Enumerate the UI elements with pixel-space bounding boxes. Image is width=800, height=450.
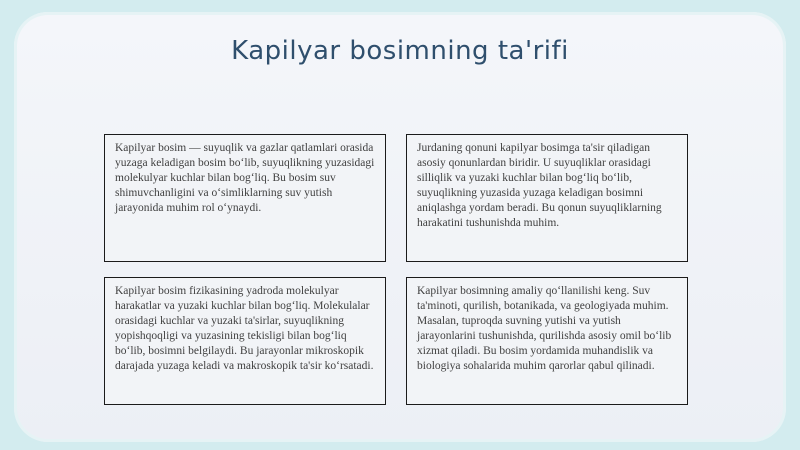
- page-title: Kapilyar bosimning ta'rifi: [231, 36, 569, 66]
- text-card-physics: Kapilyar bosim fizikasining yadroda molekulyar harakatlar va yuzaki kuchlar bilan bog‘liq. Molekulalar orasidagi kuchlar va yuzaki ta'sirlar, suyuqlikning yopishqoqligi va yuzasining tekisligi bilan bog‘liq bo‘lib, bosimni belgilaydi. Bu jarayonlar mikroskopik darajada yuzaga keladi va makroskopik ta'sir ko‘rsatadi.: [104, 277, 386, 405]
- text-card-definition: Kapilyar bosim — suyuqlik va gazlar qatlamlari orasida yuzaga keladigan bosim bo‘lib, suyuqlikning yuzasidagi molekulyar kuchlar bilan bog‘liq. Bu bosim suv shimuvchanligini va o‘simliklarning suv yutish jarayonida muhim rol o‘ynaydi.: [104, 134, 386, 262]
- text-card-law: Jurdaning qonuni kapilyar bosimga ta'sir qiladigan asosiy qonunlardan biridir. U suyuqliklar orasidagi silliqlik va yuzaki kuchlar bilan bog‘liq bo‘lib, suyuqlikning yuzasida yuzaga keladigan bosimni aniqlashga yordam beradi. Bu qonun suyuqliklarning harakatini tushunishda muhim.: [406, 134, 688, 262]
- text-card-applications: Kapilyar bosimning amaliy qo‘llanilishi keng. Suv ta'minoti, qurilish, botanikada, va geologiyada muhim. Masalan, tuproqda suvning yutishi va yutish jarayonlarini tushunishda, qurilishda asosiy omil bo‘lib xizmat qiladi. Bu bosim yordamida muhandislik va biologiya sohalarida muhim qarorlar qabul qilinadi.: [406, 277, 688, 405]
